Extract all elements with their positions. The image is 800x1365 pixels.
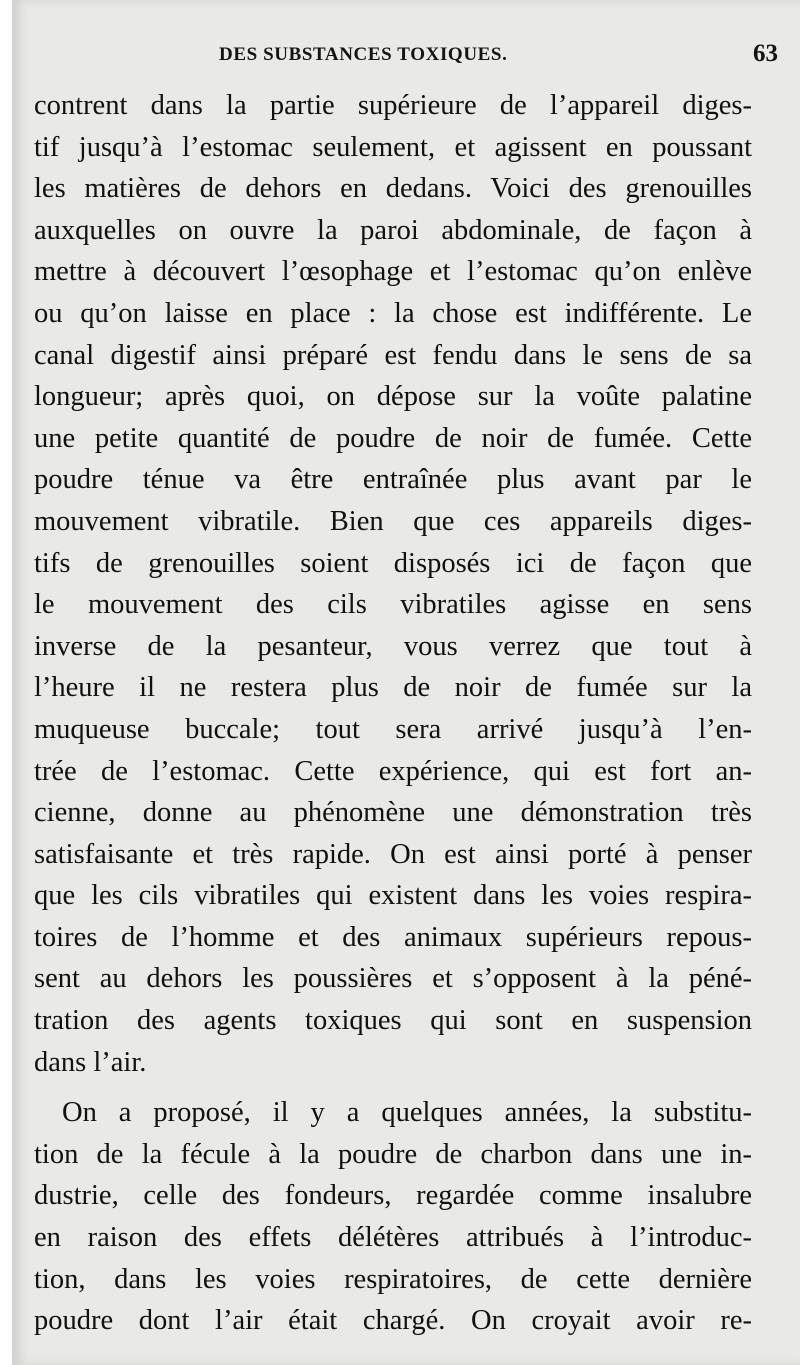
text-line: tion, dans les voies respiratoires, de cette dernière (34, 1263, 752, 1295)
text-line: trée de l’estomac. Cette expérience, qui est fort an- (34, 755, 752, 787)
text-line: une petite quantité de poudre de noir de fumée. Cette (34, 422, 752, 454)
text-line: muqueuse buccale; tout sera arrivé jusqu’à l’en- (34, 713, 752, 745)
paragraph-gap (34, 1083, 752, 1092)
text-line: auxquelles on ouvre la paroi abdominale, de façon à (34, 214, 752, 246)
body-text (34, 85, 752, 1342)
text-line: sent au dehors les poussières et s’opposent à la péné- (34, 963, 752, 995)
text-line: tifs de grenouilles soient disposés ici de façon que (34, 547, 752, 579)
text-line: longueur; après quoi, on dépose sur la voûte palatine (34, 381, 752, 413)
running-title: DES SUBSTANCES TOXIQUES. (219, 44, 508, 65)
text-line: les matières de dehors en dedans. Voici des grenouilles (34, 173, 752, 205)
text-line: mouvement vibratile. Bien que ces appareils diges- (34, 505, 752, 537)
text-line: contrent dans la partie supérieure de l’appareil diges- (34, 90, 752, 121)
text-line: que les cils vibratiles qui existent dans les voies respira- (34, 880, 752, 912)
paragraph-2 (34, 1092, 752, 1342)
text-line: l’heure il ne restera plus de noir de fumée sur la (34, 672, 752, 704)
text-line: mettre à découvert l’œsophage et l’estomac qu’on enlève (34, 256, 752, 288)
text-line: toires de l’homme et des animaux supérieurs repous- (34, 921, 752, 953)
book-page (12, 0, 800, 1365)
text-line: On a proposé, il y a quelques années, la substitu- (62, 1097, 752, 1129)
text-line: en raison des effets délétères attribués à l’introduc- (34, 1222, 752, 1254)
text-line: inverse de la pesanteur, vous verrez que tout à (34, 630, 752, 662)
running-head (34, 42, 778, 76)
text-line: poudre ténue va être entraînée plus avant par le (34, 464, 752, 496)
paragraph-1 (34, 85, 752, 1083)
text-line: tration des agents toxiques qui sont en suspension (34, 1005, 752, 1037)
text-line: tion de la fécule à la poudre de charbon dans une in- (34, 1138, 752, 1170)
text-line: cienne, donne au phénomène une démonstration très (34, 797, 752, 829)
text-line: ou qu’on laisse en place : la chose est indifférente. Le (34, 297, 752, 329)
text-line: le mouvement des cils vibratiles agisse en sens (34, 589, 752, 621)
text-line: dustrie, celle des fondeurs, regardée comme insalubre (34, 1180, 752, 1212)
page-number: 63 (753, 40, 778, 67)
text-line: canal digestif ainsi préparé est fendu dans le sens de sa (34, 339, 752, 371)
text-line: dans l’air. (34, 1046, 147, 1078)
text-line: tif jusqu’à l’estomac seulement, et agissent en poussant (34, 131, 752, 163)
text-line: poudre dont l’air était chargé. On croyait avoir re- (34, 1305, 752, 1337)
text-line: satisfaisante et très rapide. On est ainsi porté à penser (34, 838, 752, 870)
